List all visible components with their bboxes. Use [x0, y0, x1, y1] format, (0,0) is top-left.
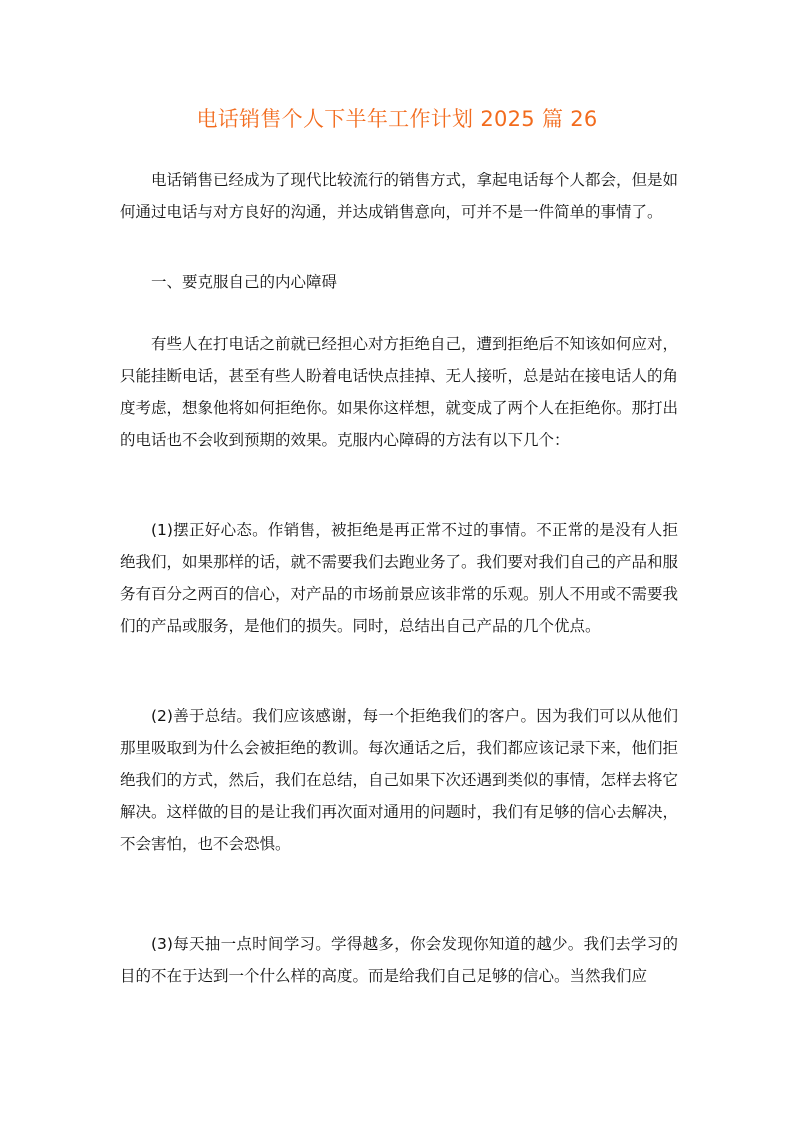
body-paragraph: 有些人在打电话之前就已经担心对方拒绝自己，遭到拒绝后不知该如何应对，只能挂断电话，甚至有些人盼着电话快点挂掉、无人接听，总是站在接电话人的角度考虑，想象他将如何拒绝你。如果你这样想，就变成了两个人在拒绝你。那打出的电话也不会收到预期的效果。克服内心障碍的方法有以下几个：	[120, 335, 679, 449]
body-paragraph: (1)摆正好心态。作销售，被拒绝是再正常不过的事情。不正常的是没有人拒绝我们，如果那样的话，就不需要我们去跑业务了。我们要对我们自己的产品和服务有百分之两百的信心，对产品的市场前景应该非常的乐观。别人不用或不需要我们的产品或服务，是他们的损失。同时，总结出自己产品的几个优点。	[120, 521, 679, 635]
body-paragraph: (3)每天抽一点时间学习。学得越多，你会发现你知道的越少。我们去学习的目的不在于达到一个什么样的高度。而是给我们自己足够的信心。当然我们应	[120, 935, 678, 985]
section-heading: 一、要克服自己的内心障碍	[151, 273, 338, 291]
body-paragraph: (2)善于总结。我们应该感谢，每一个拒绝我们的客户。因为我们可以从他们那里吸取到为什么会被拒绝的教训。每次通话之后，我们都应该记录下来，他们拒绝我们的方式，然后，我们在总结，自己如果下次还遇到类似的事情，怎样去将它解决。这样做的目的是让我们再次面对通用的问题时，我们有足够的信心去解决，不会害怕，也不会恐惧。	[120, 707, 679, 853]
intro-paragraph: 电话销售已经成为了现代比较流行的销售方式，拿起电话每个人都会，但是如何通过电话与对方良好的沟通，并达成销售意向，可并不是一件简单的事情了。	[120, 171, 679, 221]
document-title: 电话销售个人下半年工作计划 2025 篇 26	[196, 107, 598, 131]
